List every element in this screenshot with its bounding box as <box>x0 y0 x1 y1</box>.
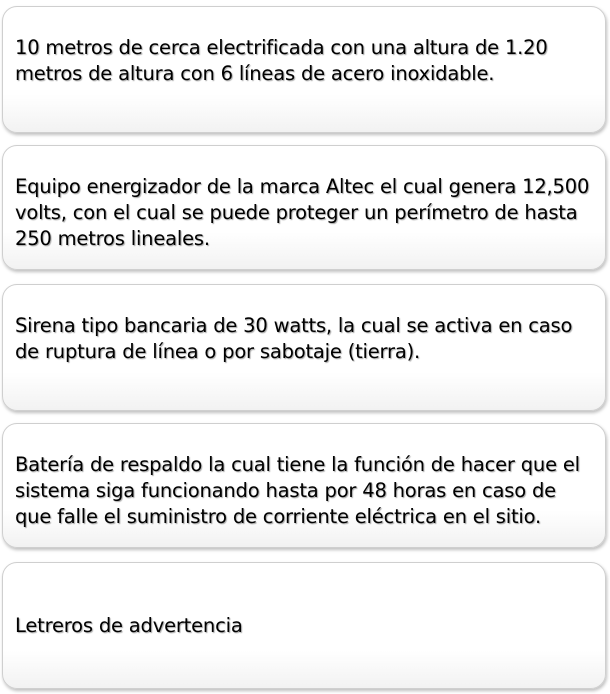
list-item-text: 10 metros de cerca electrificada con una altura de 1.20 metros de altura con 6 líneas de acero inoxidable. <box>15 36 548 85</box>
list-item-text: Letreros de advertencia <box>15 614 243 637</box>
list-item-text: Sirena tipo bancaria de 30 watts, la cual se activa en caso de ruptura de línea o por sabotaje (tierra). <box>15 314 573 363</box>
list-item-cerca <box>2 6 606 133</box>
list-item-bateria <box>2 423 606 548</box>
list-item-sirena <box>2 284 606 411</box>
list-item-text: Batería de respaldo la cual tiene la función de hacer que el sistema siga funcionando hasta por 48 horas en caso de que falle el suministro de corriente eléctrica en el sitio. <box>15 453 580 528</box>
list-item-letreros <box>2 562 606 689</box>
list-item-energizador <box>2 145 606 270</box>
list-item-text: Equipo energizador de la marca Altec el cual genera 12,500 volts, con el cual se puede proteger un perímetro de hasta 250 metros lineales. <box>15 175 590 250</box>
